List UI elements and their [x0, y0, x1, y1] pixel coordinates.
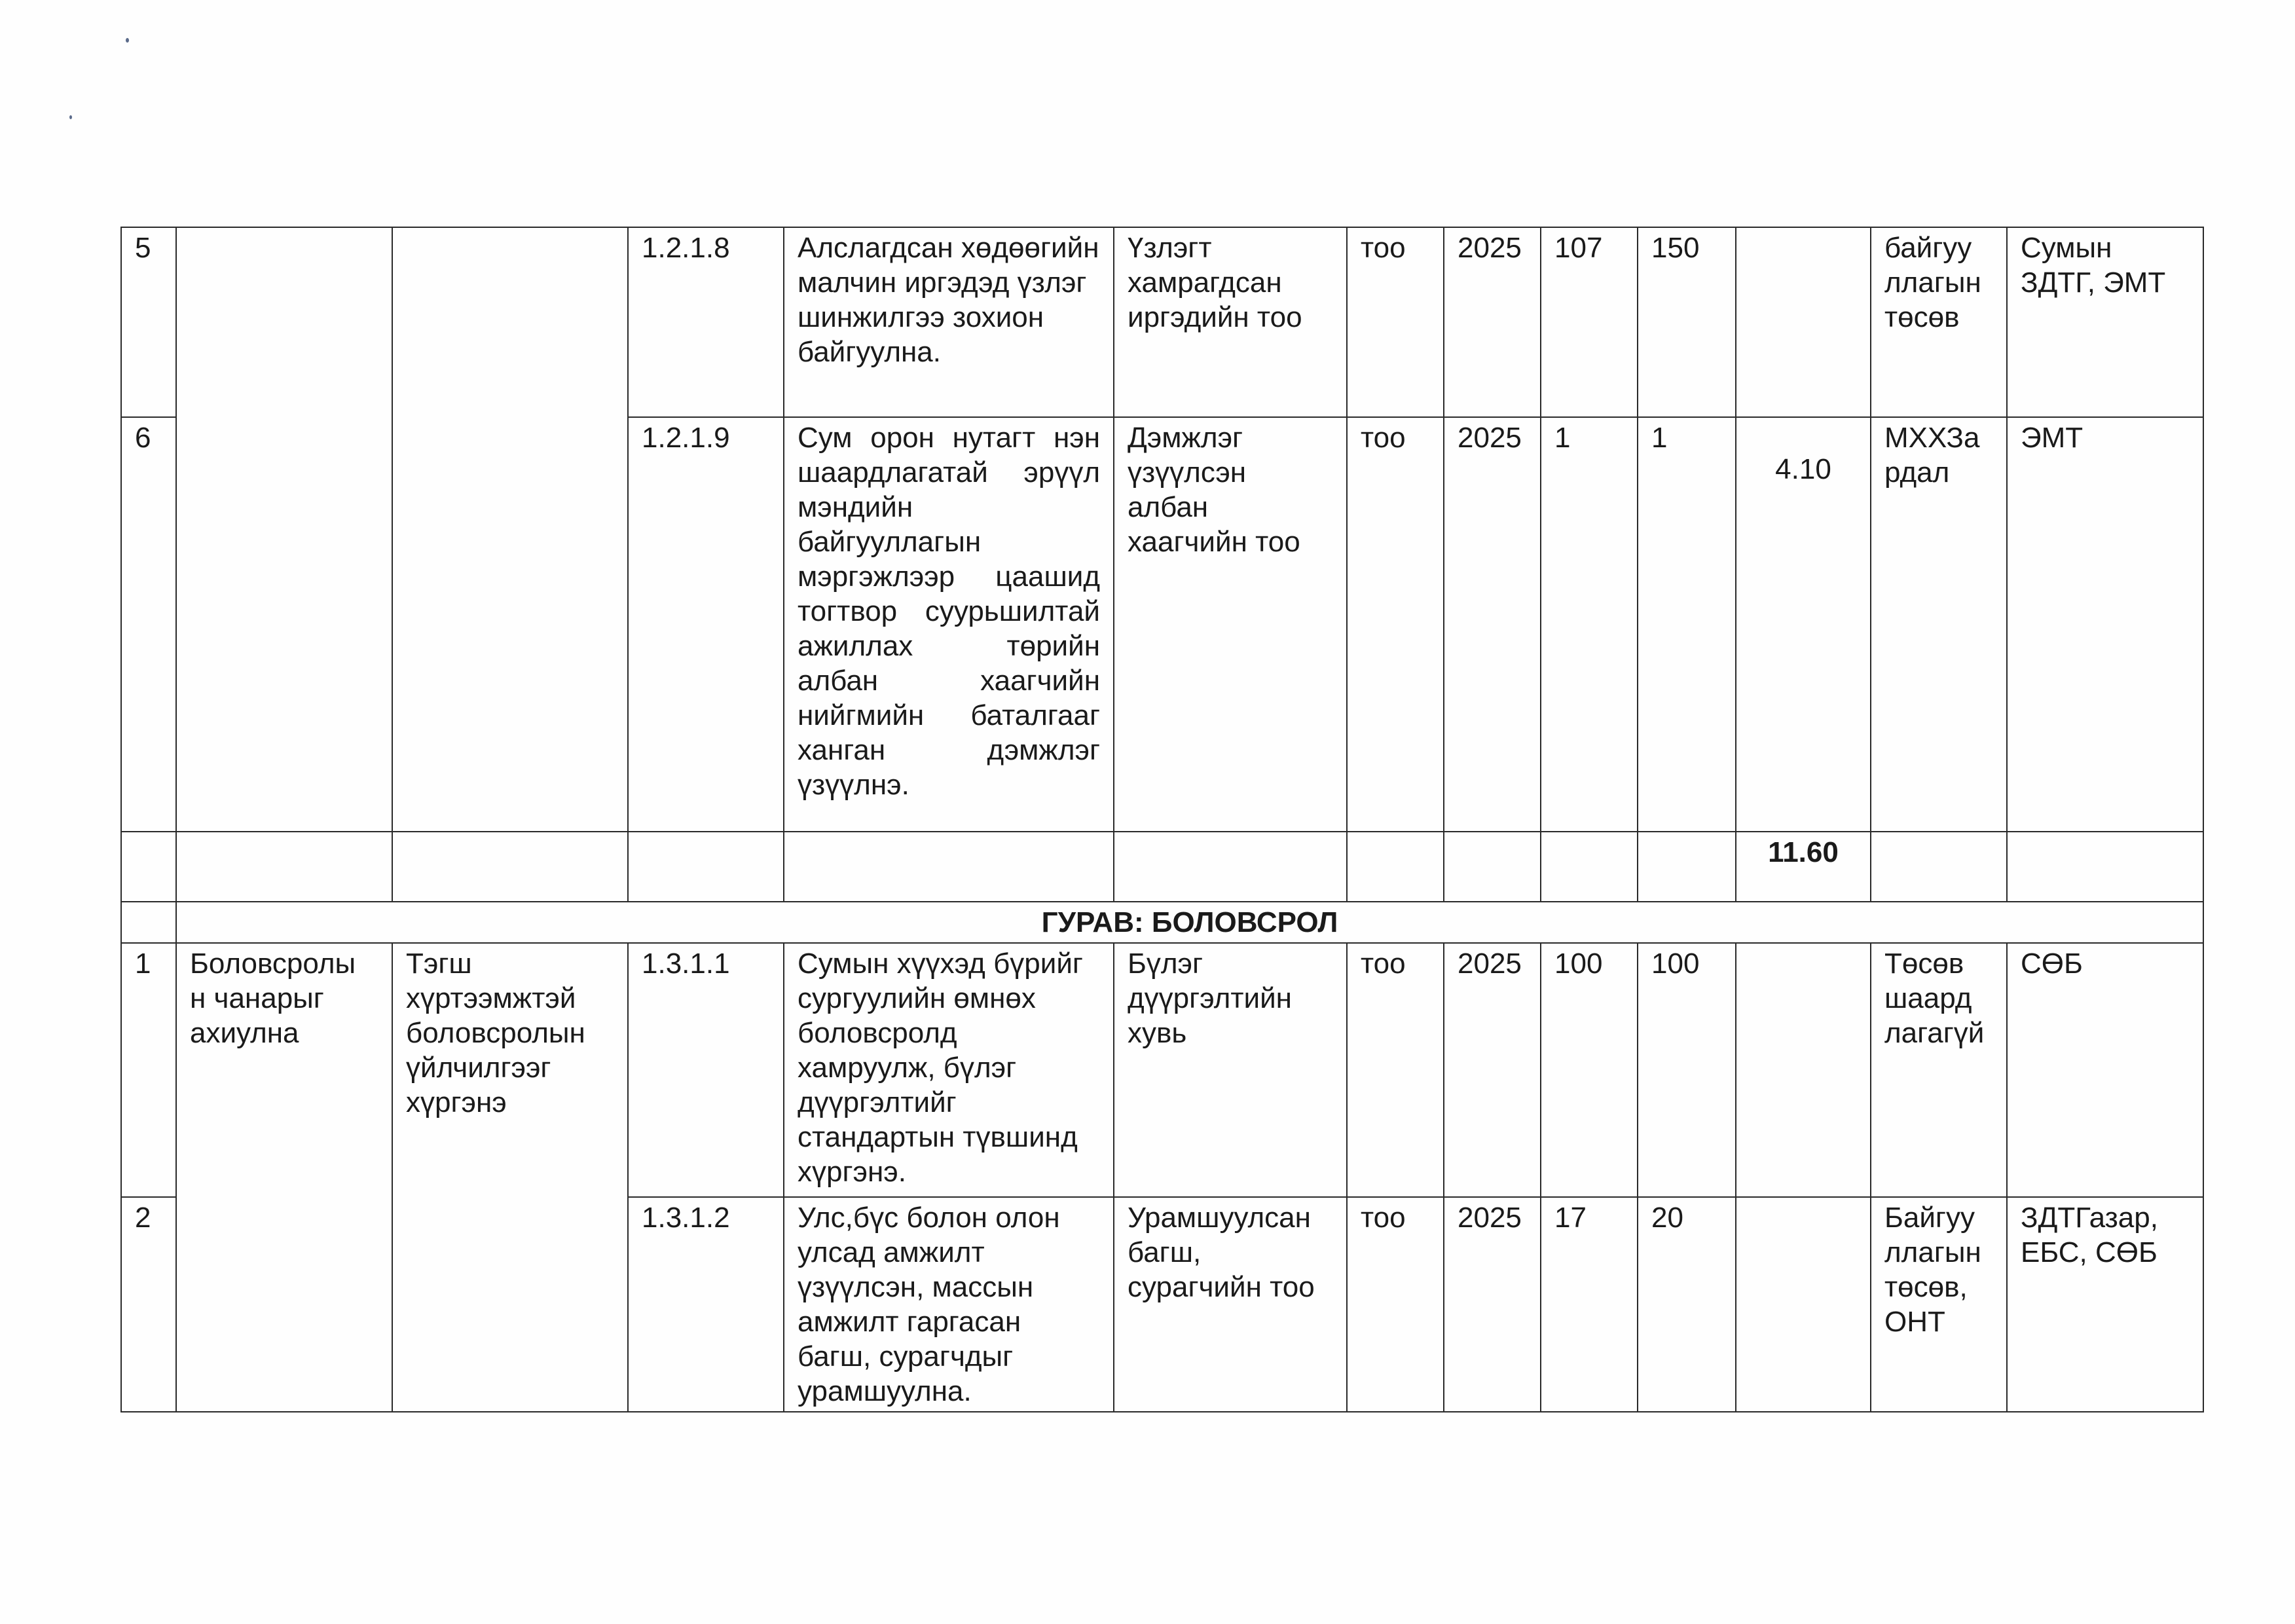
budget-value	[1736, 943, 1871, 1197]
empty-cell	[392, 832, 628, 902]
row-number: 5	[121, 227, 176, 417]
empty-cell	[176, 832, 392, 902]
funding-source: Төсөв шаард лагагүй	[1871, 943, 2007, 1197]
goal-cell-empty	[176, 227, 392, 832]
section-title: ГУРАВ: БОЛОВСРОЛ	[176, 902, 2203, 943]
indicator-text: Урамшуулсан багш, сурагчийн тоо	[1114, 1197, 1347, 1412]
activity-code: 1.2.1.8	[628, 227, 784, 417]
section-header-row	[121, 902, 2203, 943]
target-value: 1	[1638, 417, 1736, 832]
target-value: 150	[1638, 227, 1736, 417]
activity-code: 1.3.1.2	[628, 1197, 784, 1412]
responsible-org: ЗДТГазар, ЕБС, СӨБ	[2007, 1197, 2203, 1412]
objective-cell-empty	[392, 227, 628, 832]
empty-cell	[1347, 832, 1444, 902]
empty-cell	[1871, 832, 2007, 902]
table-row	[121, 943, 2203, 1197]
activity-text: Сум орон нутагт нэн шаардлагатай эрүүл мэндийн байгууллагын мэргэжлээр цаашид тогтвор суурьшилтай ажиллах төрийн албан хаагчийн нийгмийн баталгааг ханган дэмжлэг үзүүлнэ.	[784, 417, 1114, 832]
empty-cell	[121, 832, 176, 902]
empty-cell	[121, 902, 176, 943]
year: 2025	[1444, 417, 1541, 832]
year: 2025	[1444, 1197, 1541, 1412]
responsible-org: Сумын ЗДТГ, ЭМТ	[2007, 227, 2203, 417]
empty-cell	[2007, 832, 2203, 902]
row-number: 6	[121, 417, 176, 832]
empty-cell	[1638, 832, 1736, 902]
budget-value	[1736, 227, 1871, 417]
unit: тоо	[1347, 417, 1444, 832]
target-value: 100	[1638, 943, 1736, 1197]
action-plan-table	[120, 227, 2204, 1412]
row-number: 2	[121, 1197, 176, 1412]
unit: тоо	[1347, 943, 1444, 1197]
indicator-text: Үзлэгт хамрагдсан иргэдийн тоо	[1114, 227, 1347, 417]
baseline-value: 17	[1541, 1197, 1638, 1412]
unit: тоо	[1347, 227, 1444, 417]
baseline-value: 1	[1541, 417, 1638, 832]
indicator-text: Дэмжлэг үзүүлсэн албан хаагчийн тоо	[1114, 417, 1347, 832]
empty-cell	[1444, 832, 1541, 902]
funding-source: Байгуу ллагын төсөв, ОНТ	[1871, 1197, 2007, 1412]
goal-text: Боловсролы н чанарыг ахиулна	[176, 943, 392, 1412]
scan-speck	[69, 115, 72, 119]
year: 2025	[1444, 943, 1541, 1197]
target-value: 20	[1638, 1197, 1736, 1412]
table-row	[121, 227, 2203, 417]
activity-code: 1.2.1.9	[628, 417, 784, 832]
funding-source: МХХЗа рдал	[1871, 417, 2007, 832]
empty-cell	[1541, 832, 1638, 902]
empty-cell	[784, 832, 1114, 902]
scan-speck	[126, 38, 129, 43]
row-number: 1	[121, 943, 176, 1197]
budget-subtotal: 11.60	[1736, 832, 1871, 902]
activity-text: Улс,бүс болон олон улсад амжилт үзүүлсэн, массын амжилт гаргасан багш, сурагчдыг урамшуулна.	[784, 1197, 1114, 1412]
baseline-value: 100	[1541, 943, 1638, 1197]
budget-value	[1736, 1197, 1871, 1412]
empty-cell	[1114, 832, 1347, 902]
subtotal-row	[121, 832, 2203, 902]
funding-source: байгуу ллагын төсөв	[1871, 227, 2007, 417]
objective-text: Тэгш хүртээмжтэй боловсролын үйлчилгээг хүргэнэ	[392, 943, 628, 1412]
activity-text: Алслагдсан хөдөөгийн малчин иргэдэд үзлэг шинжилгээ зохион байгуулна.	[784, 227, 1114, 417]
baseline-value: 107	[1541, 227, 1638, 417]
indicator-text: Бүлэг дүүргэлтийн хувь	[1114, 943, 1347, 1197]
year: 2025	[1444, 227, 1541, 417]
unit: тоо	[1347, 1197, 1444, 1412]
activity-code: 1.3.1.1	[628, 943, 784, 1197]
responsible-org: СӨБ	[2007, 943, 2203, 1197]
empty-cell	[628, 832, 784, 902]
activity-text: Сумын хүүхэд бүрийг сургуулийн өмнөх боловсролд хамруулж, бүлэг дүүргэлтийг стандартын түвшинд хүргэнэ.	[784, 943, 1114, 1197]
responsible-org: ЭМТ	[2007, 417, 2203, 832]
budget-value: 4.10	[1736, 417, 1871, 832]
